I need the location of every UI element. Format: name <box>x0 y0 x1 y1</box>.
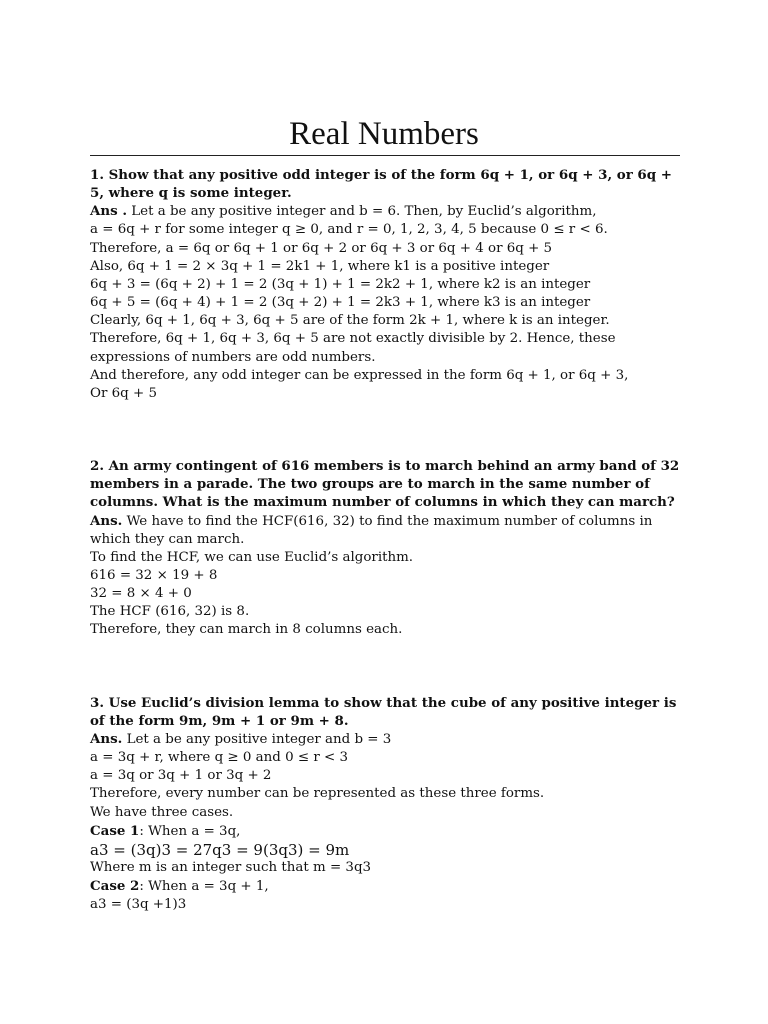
answer-3-line-1: a = 3q + r, where q ≥ 0 and 0 ≤ r < 3 <box>90 750 348 766</box>
answer-1-line-3: Also, 6q + 1 = 2 × 3q + 1 = 2k1 + 1, where k1 is a positive integer <box>90 258 550 274</box>
answer-2-line-2: 616 = 32 × 19 + 8 <box>90 567 218 583</box>
answer-2-line-0: Ans. We have to find the HCF(616, 32) to find the maximum number of columns in which they can march. <box>90 512 653 547</box>
question-1-text: 1. Show that any positive odd integer is of the form 6q + 1, or 6q + 3, or 6q + 5, where q is some integer. <box>90 167 672 202</box>
answer-1-line-7: Therefore, 6q + 1, 6q + 3, 6q + 5 are not exactly divisible by 2. Hence, these expressions of numbers are odd numbers. <box>90 331 616 365</box>
case-2-equation: a3 = (3q +1)3 <box>90 897 187 913</box>
case-1-where: Where m is an integer such that m = 3q3 <box>90 860 372 875</box>
question-2 <box>90 457 690 640</box>
title-divider <box>90 155 680 156</box>
answer-1-line-0: Ans . Let a be any positive integer and b = 6. Then, by Euclid’s algorithm, <box>90 203 597 220</box>
answer-2-line-3: 32 = 8 × 4 + 0 <box>90 586 192 602</box>
question-3-text: 3. Use Euclid’s division lemma to show that the cube of any positive integer is of the form 9m, 9m + 1 or 9m + 8. <box>90 694 677 729</box>
answer-1-line-9: Or 6q + 5 <box>90 385 157 401</box>
case-2-heading: Case 2: When a = 3q + 1, <box>90 878 269 895</box>
answer-1-line-2: Therefore, a = 6q or 6q + 1 or 6q + 2 or 6q + 3 or 6q + 4 or 6q + 5 <box>90 240 553 256</box>
answer-3-line-2: a = 3q or 3q + 1 or 3q + 2 <box>90 768 272 784</box>
section-gap <box>90 640 690 694</box>
answer-2-line-1: To find the HCF, we can use Euclid’s algorithm. <box>90 549 414 565</box>
document-body <box>90 166 690 914</box>
answer-1-line-6: Clearly, 6q + 1, 6q + 3, 6q + 5 are of the form 2k + 1, where k is an integer. <box>90 313 610 329</box>
answer-1-line-1: a = 6q + r for some integer q ≥ 0, and r = 0, 1, 2, 3, 4, 5 because 0 ≤ r < 6. <box>90 222 608 238</box>
question-3 <box>90 694 690 915</box>
answer-2-line-5: Therefore, they can march in 8 columns each. <box>90 622 403 638</box>
answer-2-line-4: The HCF (616, 32) is 8. <box>90 604 250 620</box>
answer-1-line-5: 6q + 5 = (6q + 4) + 1 = 2 (3q + 2) + 1 = 2k3 + 1, where k3 is an integer <box>90 295 591 311</box>
answer-3-line-4: We have three cases. <box>90 804 234 820</box>
answer-3-line-3: Therefore, every number can be represented as these three forms. <box>90 786 545 802</box>
answer-2-label: Ans. <box>90 512 123 529</box>
question-1 <box>90 166 690 403</box>
case-1-heading: Case 1: When a = 3q, <box>90 822 241 839</box>
answer-1-line-8: And therefore, any odd integer can be expressed in the form 6q + 1, or 6q + 3, <box>90 367 629 383</box>
answer-3-line-0: Ans. Let a be any positive integer and b = 3 <box>90 730 392 747</box>
case-1-equation: a3 = (3q)3 = 27q3 = 9(3q3) = 9m <box>90 840 350 859</box>
question-2-text: 2. An army contingent of 616 members is to march behind an army band of 32 members in a parade. The two groups are to march in the same number of columns. What is the maximum number of columns in which they can march? <box>90 458 680 511</box>
answer-3-label: Ans. <box>90 730 123 747</box>
answer-1-label: Ans . <box>90 203 127 220</box>
page-title: Real Numbers <box>289 116 479 152</box>
answer-1-line-4: 6q + 3 = (6q + 2) + 1 = 2 (3q + 1) + 1 = 2k2 + 1, where k2 is an integer <box>90 276 591 292</box>
section-gap <box>90 403 690 457</box>
